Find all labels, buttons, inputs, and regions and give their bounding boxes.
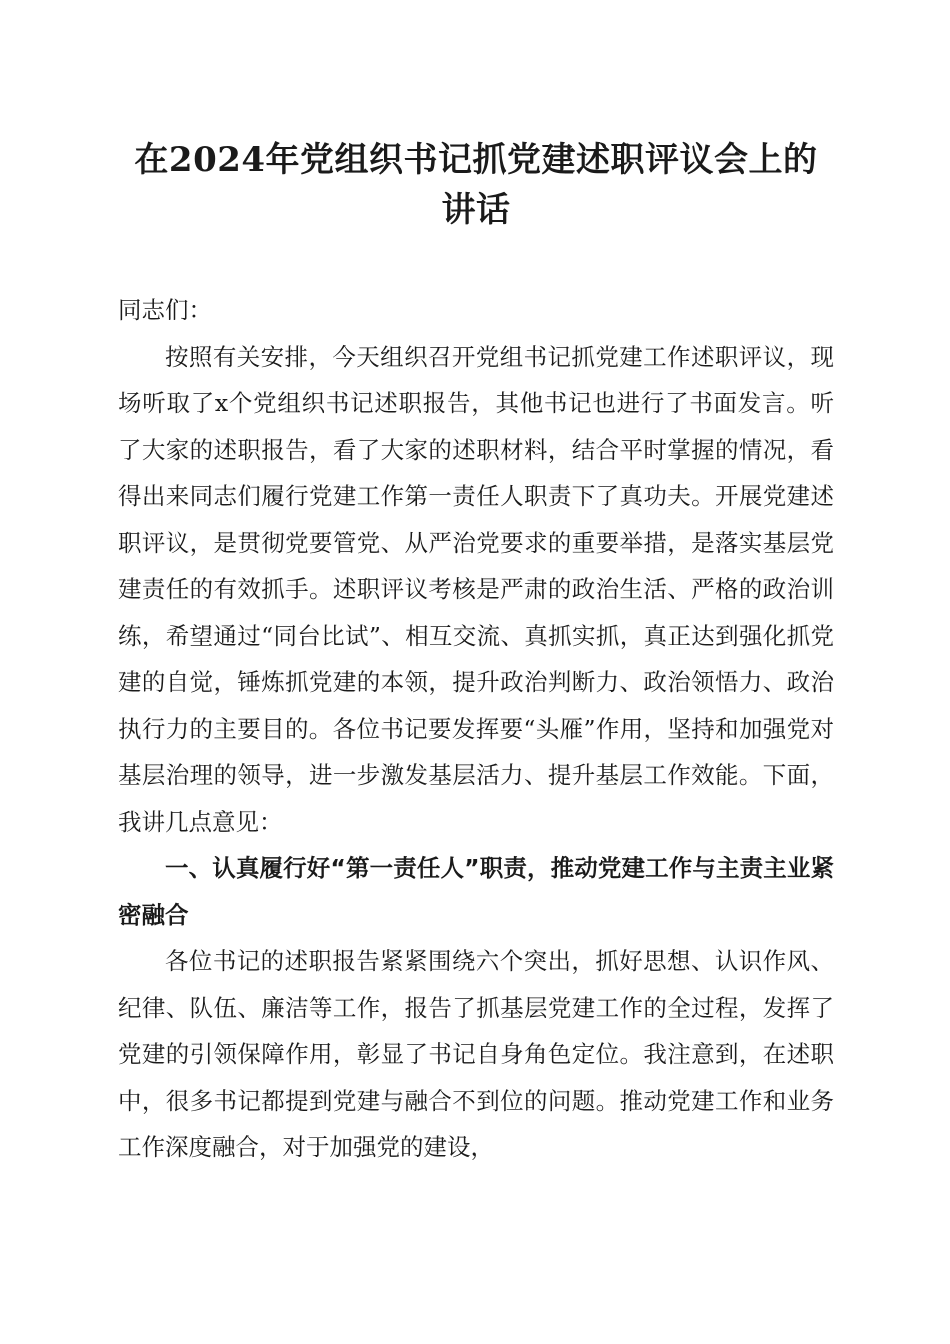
section-heading-1: 一、认真履行好“第一责任人”职责，推动党建工作与主责主业紧密融合: [118, 854, 834, 929]
document-page: [118, 0, 834, 1171]
salutation: 同志们：: [118, 296, 212, 324]
paragraph-section-1: 各位书记的述职报告紧紧围绕六个突出，抓好思想、认识作风、纪律、队伍、廉洁等工作，报告了抓基层党建工作的全过程，发挥了党建的引领保障作用，彰显了书记自身角色定位。我注意到，在述职中，很多书记都提到党建与融合不到位的问题。推动党建工作和业务工作深度融合，对于加强党的建设，: [118, 947, 834, 1161]
title-line-2: 讲话: [441, 190, 511, 230]
paragraph-intro: 按照有关安排，今天组织召开党组书记抓党建工作述职评议，现场听取了x个党组织书记述职报告，其他书记也进行了书面发言。听了大家的述职报告，看了大家的述职材料，结合平时掌握的情况，看得出来同志们履行党建工作第一责任人职责下了真功夫。开展党建述职评议，是贯彻党要管党、从严治党要求的重要举措，是落实基层党建责任的有效抓手。述职评议考核是严肃的政治生活、严格的政治训练，希望通过“同台比试”、相互交流、真抓实抓，真正达到强化抓党建的自觉，锤炼抓党建的本领，提升政治判断力、政治领悟力、政治执行力的主要目的。各位书记要发挥要“头雁”作用，坚持和加强党对基层治理的领导，进一步激发基层活力、提升基层工作效能。下面，我讲几点意见：: [118, 342, 834, 836]
document-title: [118, 0, 834, 235]
title-line-1: 在2024年党组织书记抓党建述职评议会上的: [134, 140, 818, 180]
